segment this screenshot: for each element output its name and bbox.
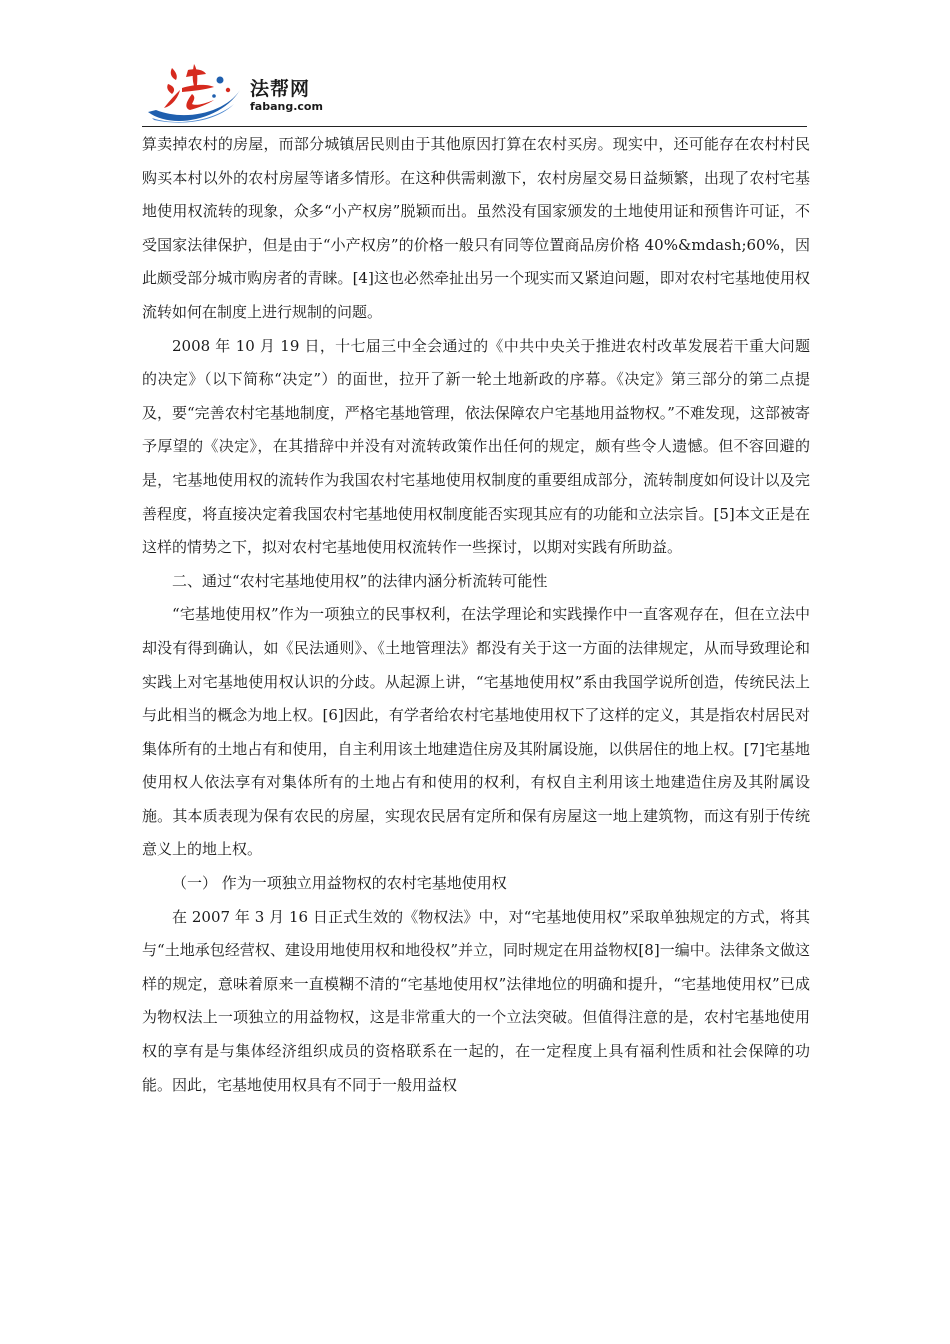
paragraph-4: 在 2007 年 3 月 16 日正式生效的《物权法》中，对“宅基地使用权”采取单独规定的方式，将其与“土地承包经营权、建设用地使用权和地役权”并立，同时规定在用益物权[8]一编中。法律条文做这样的规定，意味着原来一直模糊不清的“宅基地使用权”法律地位的明确和提升，“宅基地使用权”已成为物权法上一项独立的用益物权，这是非常重大的一个立法突破。但值得注意的是，农村宅基地使用权的享有是与集体经济组织成员的资格联系在一起的，在一定程度上具有福利性质和社会保障的功能。因此，宅基地使用权具有不同于一般用益权 xyxy=(142,907,810,1094)
page-header xyxy=(142,60,822,126)
document-body xyxy=(142,128,810,1102)
subsection-heading-1: （一） 作为一项独立用益物权的农村宅基地使用权 xyxy=(172,874,507,893)
paragraph-1: 算卖掉农村的房屋，而部分城镇居民则由于其他原因打算在农村买房。现实中，还可能存在农村村民购买本村以外的农村房屋等诸多情形。在这种供需刺激下，农村房屋交易日益频繁，出现了农村宅基地使用权流转的现象，众多“小产权房”脱颖而出。虽然没有国家颁发的土地使用证和预售许可证，不受国家法律保护，但是由于“小产权房”的价格一般只有同等位置商品房价格 40%&mdash;60%，因此颇受部分城市购房者的青睐。[4]这也必然牵扯出另一个现实而又紧迫问题，即对农村宅基地使用权流转如何在制度上进行规制的问题。 xyxy=(142,135,810,321)
brand-domain: fabang.com xyxy=(250,100,323,113)
section-heading-2: 二、通过“农村宅基地使用权”的法律内涵分析流转可能性 xyxy=(172,571,548,590)
paragraph-3: “宅基地使用权”作为一项独立的民事权利，在法学理论和实践操作中一直客观存在，但在立法中却没有得到确认，如《民法通则》、《土地管理法》都没有关于这一方面的法律规定，从而导致理论和实践上对宅基地使用权认识的分歧。从起源上讲，“宅基地使用权”系由我国学说所创造，传统民法上与此相当的概念为地上权。[6]因此，有学者给农村宅基地使用权下了这样的定义，其是指农村居民对集体所有的土地占有和使用，自主利用该土地建造住房及其附属设施，以供居住的地上权。[7]宅基地使用权人依法享有对集体所有的土地占有和使用的权利，有权自主利用该土地建造住房及其附属设施。其本质表现为保有农民的房屋，实现农民居有定所和保有房屋这一地上建筑物，而这有别于传统意义上的地上权。 xyxy=(142,605,810,859)
paragraph-2: 2008 年 10 月 19 日，十七届三中全会通过的《中共中央关于推进农村改革发展若干重大问题的决定》（以下简称“决定”）的面世，拉开了新一轮土地新政的序幕。《决定》第三部分的第二点提及，要“完善农村宅基地制度，严格宅基地管理，依法保障农户宅基地用益物权。”不难发现，这部被寄予厚望的《决定》，在其措辞中并没有对流转政策作出任何的规定，颇有些令人遗憾。但不容回避的是，宅基地使用权的流转作为我国农村宅基地使用权制度的重要组成部分，流转制度如何设计以及完善程度，将直接决定着我国农村宅基地使用权制度能否实现其应有的功能和立法宗旨。[5]本文正是在这样的情势之下，拟对农村宅基地使用权流转作一些探讨，以期对实践有所助益。 xyxy=(142,336,810,557)
brand-name: 法帮网 xyxy=(250,78,311,100)
header-divider xyxy=(142,126,807,127)
